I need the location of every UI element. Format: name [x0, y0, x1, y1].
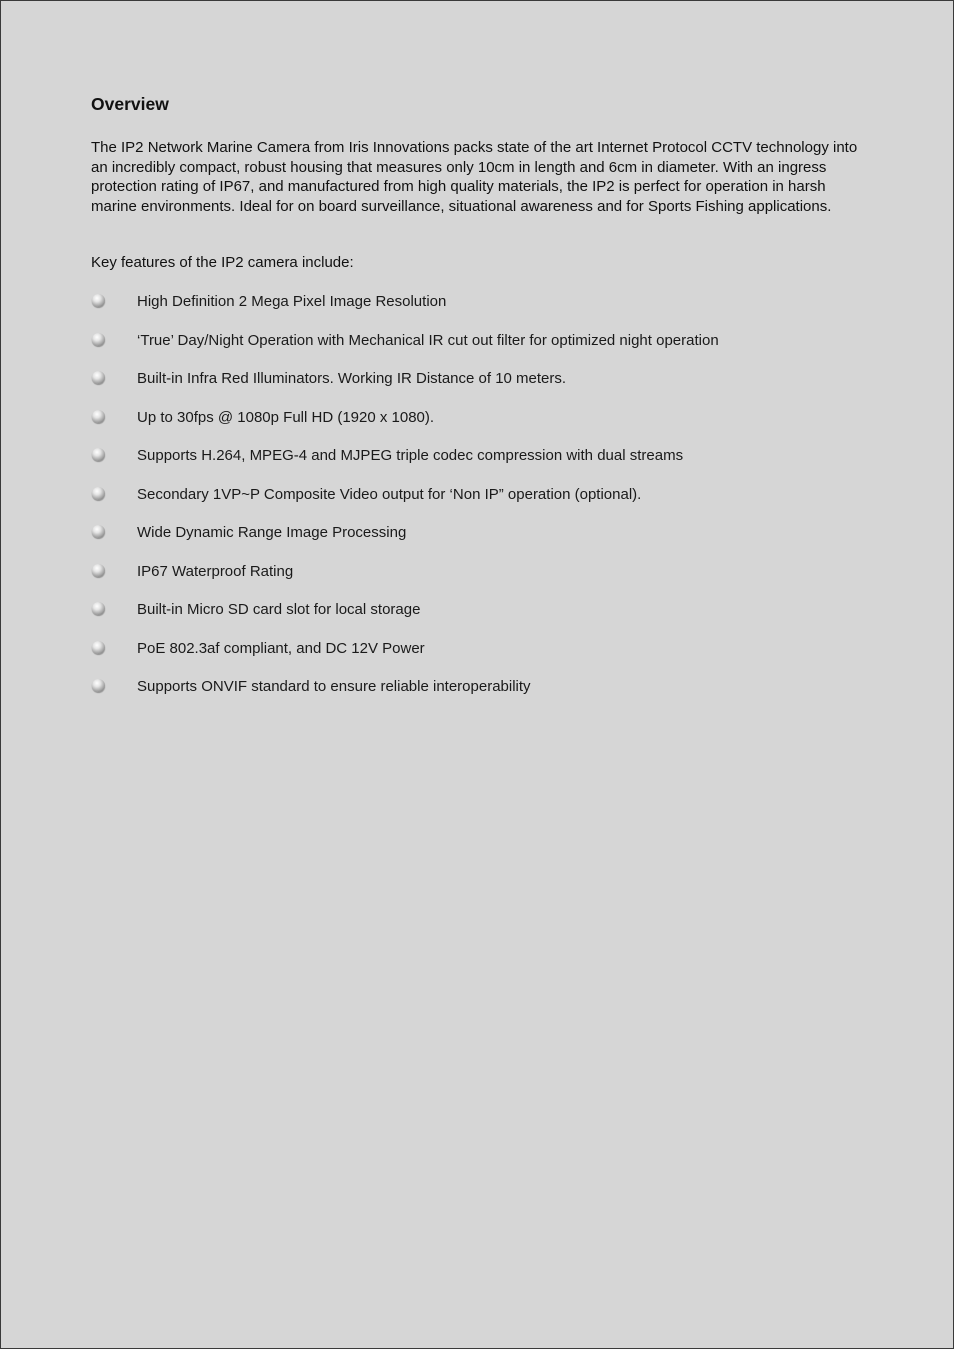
feature-text: Up to 30fps @ 1080p Full HD (1920 x 1080). [137, 408, 435, 426]
section-heading: Overview [91, 94, 169, 114]
feature-text: IP67 Waterproof Rating [137, 562, 294, 580]
sphere-bullet-icon [92, 564, 105, 577]
sphere-bullet-icon [92, 371, 105, 384]
sphere-bullet-icon [92, 410, 105, 423]
feature-text: Wide Dynamic Range Image Processing [137, 524, 407, 541]
sphere-bullet-icon [92, 333, 105, 346]
sphere-bullet-icon [92, 602, 105, 615]
feature-text: Supports H.264, MPEG-4 and MJPEG triple codec compression with dual streams [137, 447, 684, 464]
feature-text: Built-in Infra Red Illuminators. Working IR Distance of 10 meters. [137, 370, 567, 387]
sphere-bullet-icon [92, 525, 105, 538]
sphere-bullet-icon [92, 641, 105, 654]
sphere-bullet-icon [92, 487, 105, 500]
feature-text: High Definition 2 Mega Pixel Image Resolution [137, 293, 447, 310]
sphere-bullet-icon [92, 294, 105, 307]
sphere-bullet-icon [92, 679, 105, 692]
feature-text: PoE 802.3af compliant, and DC 12V Power [137, 639, 425, 657]
features-lead-text: Key features of the IP2 camera include: [91, 254, 354, 271]
feature-text: Secondary 1VP~P Composite Video output for ‘Non IP” operation (optional). [137, 485, 642, 503]
feature-text: Supports ONVIF standard to ensure reliable interoperability [137, 678, 531, 695]
feature-text: ‘True’ Day/Night Operation with Mechanical IR cut out filter for optimized night operation [137, 331, 719, 349]
intro-paragraph: The IP2 Network Marine Camera from Iris Innovations packs state of the art Internet Protocol CCTV technology into an incredibly compact, robust housing that measures only 10cm in length and 6cm in diameter. With an ingress protection rating of IP67, and manufactured from high quality materials, the IP2 is perfect for operation in harsh marine environments. Ideal for on board surveillance, situational awareness and for Sports Fishing applications. [91, 139, 858, 215]
feature-text: Built-in Micro SD card slot for local storage [137, 601, 421, 618]
sphere-bullet-icon [92, 448, 105, 461]
